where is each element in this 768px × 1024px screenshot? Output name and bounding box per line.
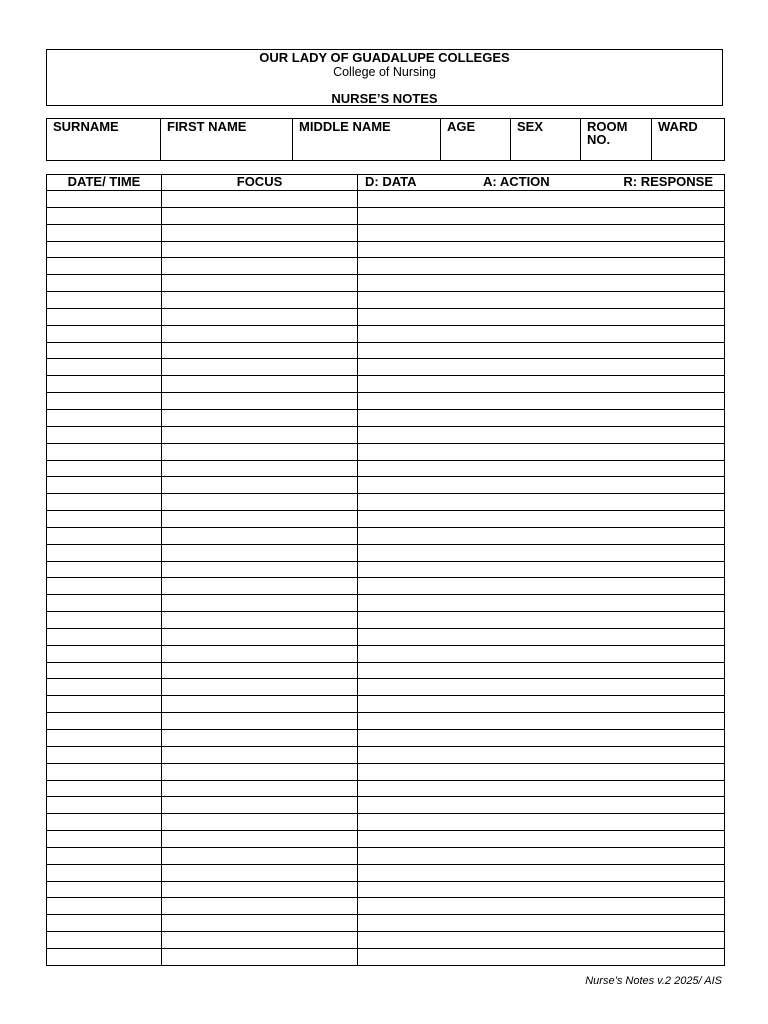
- department-name: College of Nursing: [333, 65, 436, 79]
- table-row: [47, 359, 725, 376]
- header-focus: FOCUS: [162, 175, 358, 191]
- cell-dar[interactable]: [358, 325, 725, 342]
- cell-dar[interactable]: [358, 713, 725, 730]
- table-row: [47, 763, 725, 780]
- cell-dar[interactable]: [358, 578, 725, 595]
- table-row: [47, 881, 725, 898]
- cell-dar[interactable]: [358, 628, 725, 645]
- cell-focus[interactable]: [162, 948, 358, 965]
- cell-dar[interactable]: [358, 797, 725, 814]
- cell-dar[interactable]: [358, 915, 725, 932]
- cell-dar[interactable]: [358, 494, 725, 511]
- cell-focus[interactable]: [162, 780, 358, 797]
- table-row: [47, 241, 725, 258]
- cell-datetime[interactable]: [47, 730, 162, 747]
- cell-datetime[interactable]: [47, 527, 162, 544]
- cell-datetime[interactable]: [47, 258, 162, 275]
- cell-focus[interactable]: [162, 915, 358, 932]
- table-row: [47, 207, 725, 224]
- table-row: [47, 376, 725, 393]
- cell-datetime[interactable]: [47, 595, 162, 612]
- cell-dar[interactable]: [358, 831, 725, 848]
- cell-dar[interactable]: [358, 544, 725, 561]
- cell-dar[interactable]: [358, 191, 725, 208]
- cell-dar[interactable]: [358, 292, 725, 309]
- cell-dar[interactable]: [358, 393, 725, 410]
- header-data: D: DATA: [365, 174, 417, 189]
- cell-focus[interactable]: [162, 578, 358, 595]
- table-row: [47, 308, 725, 325]
- cell-dar[interactable]: [358, 612, 725, 629]
- field-sex[interactable]: SEX: [511, 119, 581, 161]
- cell-datetime[interactable]: [47, 224, 162, 241]
- table-row: [47, 814, 725, 831]
- cell-focus[interactable]: [162, 881, 358, 898]
- field-first-name[interactable]: FIRST NAME: [161, 119, 293, 161]
- cell-datetime[interactable]: [47, 477, 162, 494]
- cell-datetime[interactable]: [47, 578, 162, 595]
- cell-focus[interactable]: [162, 847, 358, 864]
- header-datetime: DATE/ TIME: [47, 175, 162, 191]
- cell-focus[interactable]: [162, 292, 358, 309]
- cell-datetime[interactable]: [47, 325, 162, 342]
- cell-datetime[interactable]: [47, 342, 162, 359]
- cell-focus[interactable]: [162, 595, 358, 612]
- notes-body: [47, 191, 725, 966]
- cell-dar[interactable]: [358, 881, 725, 898]
- cell-dar[interactable]: [358, 595, 725, 612]
- header-response: R: RESPONSE: [623, 174, 713, 189]
- nurses-notes-table: [46, 174, 725, 966]
- cell-focus[interactable]: [162, 713, 358, 730]
- cell-focus[interactable]: [162, 898, 358, 915]
- table-row: [47, 460, 725, 477]
- cell-dar[interactable]: [358, 662, 725, 679]
- cell-datetime[interactable]: [47, 932, 162, 949]
- table-row: [47, 932, 725, 949]
- cell-datetime[interactable]: [47, 780, 162, 797]
- table-row: [47, 645, 725, 662]
- table-row: [47, 443, 725, 460]
- cell-datetime[interactable]: [47, 746, 162, 763]
- cell-datetime[interactable]: [47, 393, 162, 410]
- version-footer: Nurse’s Notes v.2 2025/ AIS: [585, 975, 722, 987]
- form-header: [46, 49, 723, 106]
- table-row: [47, 561, 725, 578]
- cell-dar[interactable]: [358, 426, 725, 443]
- cell-datetime[interactable]: [47, 426, 162, 443]
- cell-dar[interactable]: [358, 359, 725, 376]
- cell-dar[interactable]: [358, 679, 725, 696]
- cell-dar[interactable]: [358, 527, 725, 544]
- cell-dar[interactable]: [358, 696, 725, 713]
- cell-focus[interactable]: [162, 426, 358, 443]
- cell-focus[interactable]: [162, 645, 358, 662]
- patient-info-table: [46, 118, 725, 161]
- cell-focus[interactable]: [162, 376, 358, 393]
- cell-dar[interactable]: [358, 308, 725, 325]
- cell-dar[interactable]: [358, 780, 725, 797]
- cell-datetime[interactable]: [47, 443, 162, 460]
- cell-focus[interactable]: [162, 662, 358, 679]
- table-row: [47, 679, 725, 696]
- cell-dar[interactable]: [358, 864, 725, 881]
- cell-datetime[interactable]: [47, 713, 162, 730]
- institution-name: OUR LADY OF GUADALUPE COLLEGES: [259, 50, 510, 65]
- cell-focus[interactable]: [162, 409, 358, 426]
- table-row: [47, 578, 725, 595]
- cell-focus[interactable]: [162, 864, 358, 881]
- table-row: [47, 191, 725, 208]
- cell-datetime[interactable]: [47, 645, 162, 662]
- cell-datetime[interactable]: [47, 308, 162, 325]
- cell-datetime[interactable]: [47, 898, 162, 915]
- cell-datetime[interactable]: [47, 662, 162, 679]
- cell-datetime[interactable]: [47, 797, 162, 814]
- cell-focus[interactable]: [162, 359, 358, 376]
- table-row: [47, 662, 725, 679]
- table-row: [47, 292, 725, 309]
- cell-datetime[interactable]: [47, 241, 162, 258]
- cell-focus[interactable]: [162, 763, 358, 780]
- cell-focus[interactable]: [162, 494, 358, 511]
- cell-datetime[interactable]: [47, 409, 162, 426]
- field-ward[interactable]: WARD: [652, 119, 725, 161]
- cell-focus[interactable]: [162, 612, 358, 629]
- cell-dar[interactable]: [358, 561, 725, 578]
- cell-datetime[interactable]: [47, 511, 162, 528]
- cell-datetime[interactable]: [47, 612, 162, 629]
- cell-focus[interactable]: [162, 746, 358, 763]
- cell-focus[interactable]: [162, 561, 358, 578]
- cell-focus[interactable]: [162, 831, 358, 848]
- cell-focus[interactable]: [162, 275, 358, 292]
- cell-dar[interactable]: [358, 460, 725, 477]
- form-title: NURSE’S NOTES: [331, 91, 438, 106]
- field-age[interactable]: AGE: [441, 119, 511, 161]
- cell-focus[interactable]: [162, 696, 358, 713]
- cell-datetime[interactable]: [47, 359, 162, 376]
- table-row: [47, 713, 725, 730]
- cell-focus[interactable]: [162, 258, 358, 275]
- cell-datetime[interactable]: [47, 191, 162, 208]
- cell-datetime[interactable]: [47, 275, 162, 292]
- cell-datetime[interactable]: [47, 864, 162, 881]
- table-row: [47, 780, 725, 797]
- cell-datetime[interactable]: [47, 494, 162, 511]
- table-row: [47, 612, 725, 629]
- cell-focus[interactable]: [162, 443, 358, 460]
- cell-dar[interactable]: [358, 847, 725, 864]
- cell-focus[interactable]: [162, 730, 358, 747]
- table-row: [47, 948, 725, 965]
- cell-dar[interactable]: [358, 730, 725, 747]
- table-row: [47, 258, 725, 275]
- cell-focus[interactable]: [162, 207, 358, 224]
- cell-datetime[interactable]: [47, 763, 162, 780]
- cell-dar[interactable]: [358, 645, 725, 662]
- table-row: [47, 746, 725, 763]
- cell-focus[interactable]: [162, 511, 358, 528]
- table-row: [47, 224, 725, 241]
- cell-focus[interactable]: [162, 342, 358, 359]
- cell-focus[interactable]: [162, 797, 358, 814]
- cell-datetime[interactable]: [47, 376, 162, 393]
- table-row: [47, 342, 725, 359]
- cell-focus[interactable]: [162, 325, 358, 342]
- cell-dar[interactable]: [358, 207, 725, 224]
- header-dar: [358, 175, 725, 191]
- cell-focus[interactable]: [162, 679, 358, 696]
- table-row: [47, 831, 725, 848]
- cell-dar[interactable]: [358, 224, 725, 241]
- cell-datetime[interactable]: [47, 948, 162, 965]
- cell-focus[interactable]: [162, 628, 358, 645]
- cell-focus[interactable]: [162, 814, 358, 831]
- cell-focus[interactable]: [162, 308, 358, 325]
- table-row: [47, 426, 725, 443]
- cell-datetime[interactable]: [47, 460, 162, 477]
- table-row: [47, 393, 725, 410]
- field-room-no[interactable]: ROOM NO.: [581, 119, 652, 161]
- table-row: [47, 696, 725, 713]
- table-row: [47, 494, 725, 511]
- table-row: [47, 847, 725, 864]
- cell-datetime[interactable]: [47, 915, 162, 932]
- table-row: [47, 730, 725, 747]
- cell-focus[interactable]: [162, 191, 358, 208]
- cell-datetime[interactable]: [47, 628, 162, 645]
- cell-dar[interactable]: [358, 376, 725, 393]
- cell-datetime[interactable]: [47, 814, 162, 831]
- cell-focus[interactable]: [162, 932, 358, 949]
- cell-focus[interactable]: [162, 477, 358, 494]
- cell-datetime[interactable]: [47, 292, 162, 309]
- header-action: A: ACTION: [483, 174, 550, 189]
- cell-datetime[interactable]: [47, 561, 162, 578]
- table-row: [47, 409, 725, 426]
- cell-dar[interactable]: [358, 932, 725, 949]
- table-row: [47, 864, 725, 881]
- table-row: [47, 275, 725, 292]
- table-row: [47, 628, 725, 645]
- cell-dar[interactable]: [358, 409, 725, 426]
- cell-focus[interactable]: [162, 393, 358, 410]
- cell-focus[interactable]: [162, 224, 358, 241]
- cell-dar[interactable]: [358, 746, 725, 763]
- table-row: [47, 527, 725, 544]
- cell-datetime[interactable]: [47, 696, 162, 713]
- cell-dar[interactable]: [358, 511, 725, 528]
- cell-focus[interactable]: [162, 544, 358, 561]
- cell-focus[interactable]: [162, 460, 358, 477]
- cell-dar[interactable]: [358, 477, 725, 494]
- cell-datetime[interactable]: [47, 831, 162, 848]
- cell-datetime[interactable]: [47, 881, 162, 898]
- cell-datetime[interactable]: [47, 207, 162, 224]
- table-row: [47, 797, 725, 814]
- cell-dar[interactable]: [358, 948, 725, 965]
- field-surname[interactable]: SURNAME: [47, 119, 161, 161]
- table-row: [47, 477, 725, 494]
- cell-dar[interactable]: [358, 241, 725, 258]
- cell-dar[interactable]: [358, 763, 725, 780]
- cell-dar[interactable]: [358, 275, 725, 292]
- cell-dar[interactable]: [358, 814, 725, 831]
- table-row: [47, 595, 725, 612]
- cell-focus[interactable]: [162, 527, 358, 544]
- cell-dar[interactable]: [358, 258, 725, 275]
- table-row: [47, 544, 725, 561]
- cell-dar[interactable]: [358, 898, 725, 915]
- cell-dar[interactable]: [358, 443, 725, 460]
- cell-datetime[interactable]: [47, 679, 162, 696]
- cell-datetime[interactable]: [47, 847, 162, 864]
- table-row: [47, 325, 725, 342]
- cell-datetime[interactable]: [47, 544, 162, 561]
- cell-focus[interactable]: [162, 241, 358, 258]
- cell-dar[interactable]: [358, 342, 725, 359]
- table-row: [47, 898, 725, 915]
- notes-header-row: [47, 175, 725, 191]
- table-row: [47, 915, 725, 932]
- table-row: [47, 511, 725, 528]
- field-middle-name[interactable]: MIDDLE NAME: [293, 119, 441, 161]
